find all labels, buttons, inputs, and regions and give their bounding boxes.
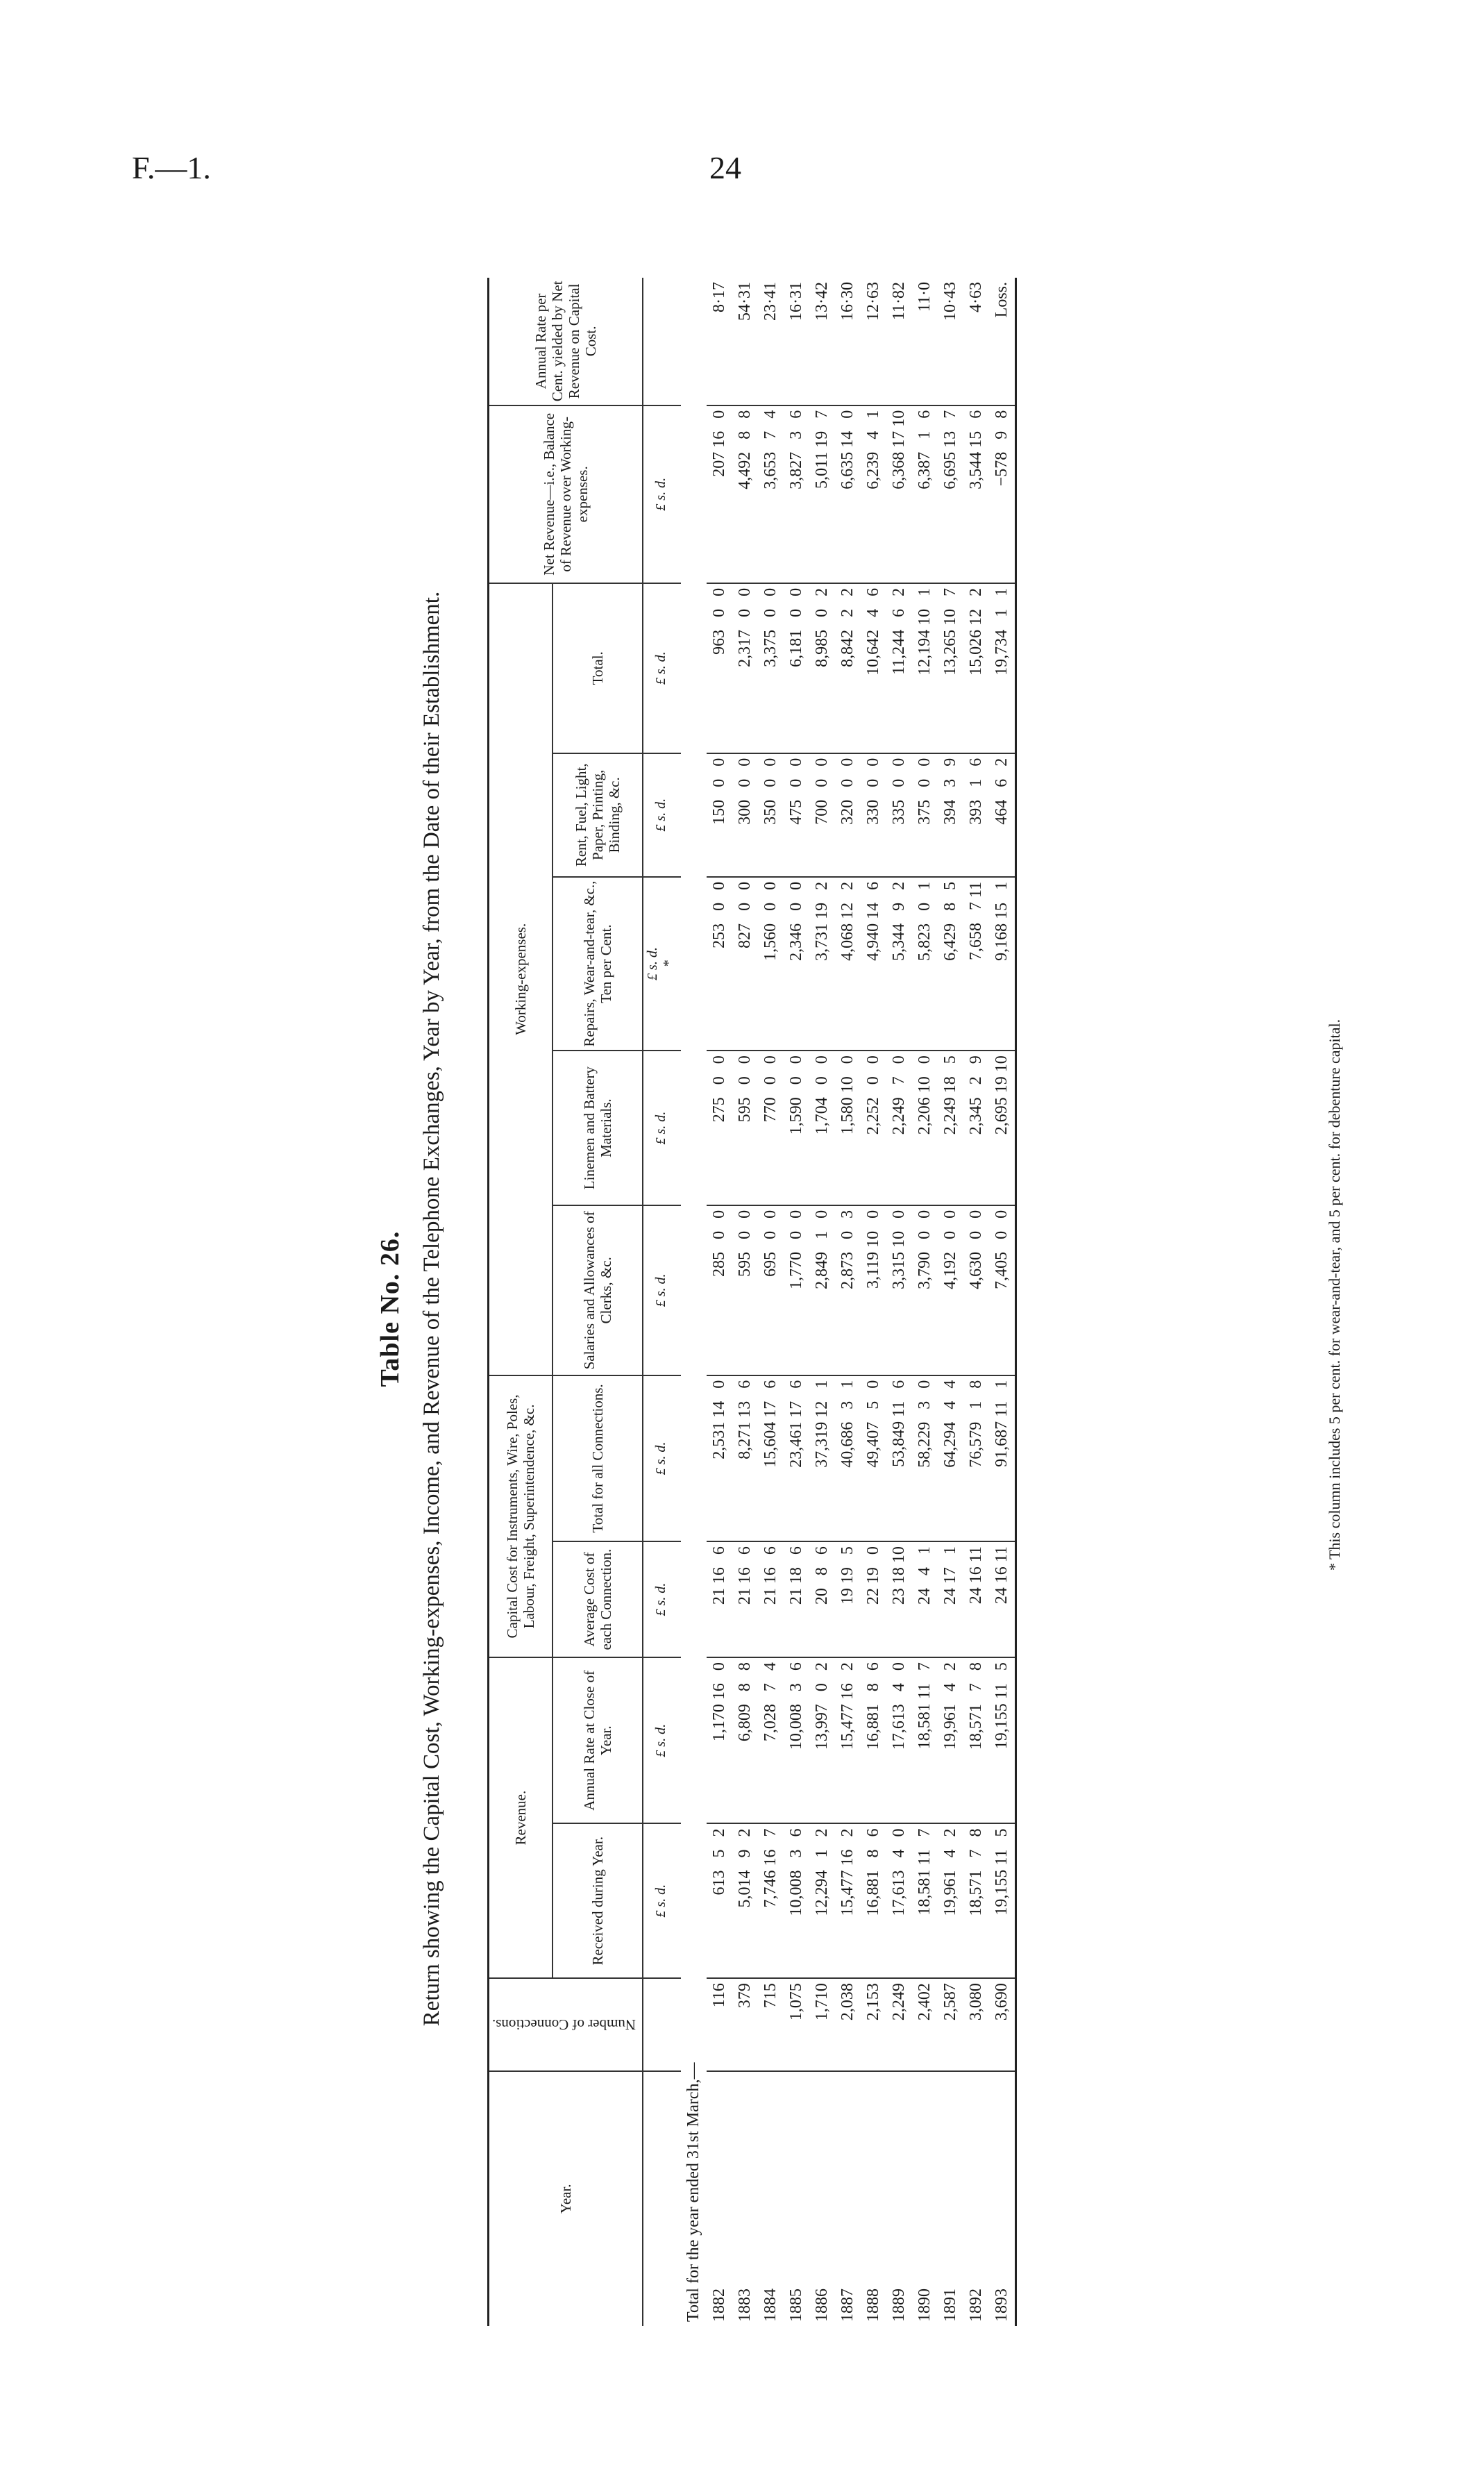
- table-row: [886, 278, 912, 2326]
- cell-rate: 10,008 3 6: [784, 1657, 809, 1823]
- cell-rec: 613 5 2: [707, 1823, 732, 1978]
- cell-total: 15,026 12 2: [963, 583, 989, 753]
- table-row: [707, 278, 732, 2326]
- cell-rec: 10,008 3 6: [784, 1823, 809, 1978]
- cell-net: 207 16 0: [707, 405, 732, 583]
- cell-tot: 91,687 11 1: [989, 1375, 1016, 1541]
- rent-header: Rent, Fuel, Light, Paper, Printing, Binding, &c.: [553, 753, 643, 877]
- cell-rent: 320 0 0: [835, 753, 861, 877]
- cell-net: 6,387 1 6: [912, 405, 938, 583]
- cell-rent: 350 0 0: [758, 753, 784, 877]
- average-cost-header: Average Cost of each Connection.: [553, 1541, 643, 1657]
- units-cell: [643, 2071, 681, 2326]
- cell-year: 1885: [787, 2289, 806, 2322]
- units-cell: £ s. d.: [643, 583, 681, 753]
- received-header: Received during Year.: [553, 1823, 643, 1978]
- cell-rec: 16,881 8 6: [861, 1823, 886, 1978]
- cell-pct: 13·42: [809, 278, 835, 405]
- annual-rate-header: Annual Rate at Close of Year.: [553, 1657, 643, 1823]
- cell-rate: 15,477 16 2: [835, 1657, 861, 1823]
- cell-conn: 3,690: [989, 1978, 1016, 2071]
- cell-rep: 827 0 0: [732, 877, 758, 1051]
- return-table: [487, 278, 1017, 2326]
- footnote: * This column includes 5 per cent. for wear-and-tear, and 5 per cent. for debenture capital.: [1326, 1019, 1343, 1571]
- cell-rec: 17,613 4 0: [886, 1823, 912, 1978]
- cell-tot: 53,849 11 6: [886, 1375, 912, 1541]
- cell-avg: 21 16 6: [732, 1541, 758, 1657]
- cell-net: 3,653 7 4: [758, 405, 784, 583]
- cell-conn: 1,710: [809, 1978, 835, 2071]
- cell-total: 19,734 1 1: [989, 583, 1016, 753]
- year-header: Year.: [489, 2071, 643, 2326]
- year-label: Total for the year ended 31st March,—: [684, 2062, 703, 2322]
- cell-avg: 24 16 11: [989, 1541, 1016, 1657]
- cell-lin: 1,590 0 0: [784, 1051, 809, 1205]
- cell-rep: 5,823 0 1: [912, 877, 938, 1051]
- cell-rec: 18,571 7 8: [963, 1823, 989, 1978]
- linemen-header: Linemen and Battery Materials.: [553, 1051, 643, 1205]
- cell-net: 6,695 13 7: [938, 405, 963, 583]
- cell-net: 3,827 3 6: [784, 405, 809, 583]
- cell-total: 12,194 10 1: [912, 583, 938, 753]
- cell-rent: 375 0 0: [912, 753, 938, 877]
- cell-conn: 379: [732, 1978, 758, 2071]
- cell-conn: 1,075: [784, 1978, 809, 2071]
- cell-rep: 3,731 19 2: [809, 877, 835, 1051]
- cell-rec: 19,961 4 2: [938, 1823, 963, 1978]
- cell-pct: 10·43: [938, 278, 963, 405]
- cell-lin: 2,252 0 0: [861, 1051, 886, 1205]
- cell-sal: 4,630 0 0: [963, 1205, 989, 1375]
- cell-conn: 2,249: [886, 1978, 912, 2071]
- cell-year: 1893: [989, 2071, 1016, 2326]
- cell-lin: 770 0 0: [758, 1051, 784, 1205]
- footnote-star: *: [661, 960, 677, 968]
- cell-rec: 7,746 16 7: [758, 1823, 784, 1978]
- cell-avg: 22 19 0: [861, 1541, 886, 1657]
- cell-conn: 3,080: [963, 1978, 989, 2071]
- cell-pct: Loss.: [989, 278, 1016, 405]
- cell-year: 1887: [838, 2289, 857, 2322]
- cell-rep: 253 0 0: [707, 877, 732, 1051]
- cell-tot: 64,294 4 4: [938, 1375, 963, 1541]
- cell-year: 1888: [864, 2289, 883, 2322]
- cell-lin: 2,345 2 9: [963, 1051, 989, 1205]
- cell-rep: 6,429 8 5: [938, 877, 963, 1051]
- cell-rec: 12,294 1 2: [809, 1823, 835, 1978]
- units-cell: [643, 278, 681, 405]
- cell-avg: 24 4 1: [912, 1541, 938, 1657]
- year-label-row: [681, 278, 707, 2326]
- cell-rent: 700 0 0: [809, 753, 835, 877]
- page-reference: F.—1.: [132, 150, 211, 185]
- cell-conn: 2,153: [861, 1978, 886, 2071]
- cell-tot: 76,579 1 8: [963, 1375, 989, 1541]
- cell-tot: 37,319 12 1: [809, 1375, 835, 1541]
- table-title: Table No. 26.: [376, 1230, 405, 1387]
- units-cell: £ s. d.: [643, 405, 681, 583]
- cell-lin: 275 0 0: [707, 1051, 732, 1205]
- cell-pct: 4·63: [963, 278, 989, 405]
- cell-tot: 40,686 3 1: [835, 1375, 861, 1541]
- cell-rep: 9,168 15 1: [989, 877, 1016, 1051]
- cell-pct: 11·0: [912, 278, 938, 405]
- units-text: £ s. d.: [645, 947, 661, 980]
- connections-header: [489, 1978, 643, 2071]
- cell-sal: 4,192 0 0: [938, 1205, 963, 1375]
- cell-net: 4,492 8 8: [732, 405, 758, 583]
- cell-rec: 5,014 9 2: [732, 1823, 758, 1978]
- cell-rep: 7,658 7 11: [963, 877, 989, 1051]
- cell-rent: 330 0 0: [861, 753, 886, 877]
- cell-pct: 54·31: [732, 278, 758, 405]
- cell-net: 6,635 14 0: [835, 405, 861, 583]
- cell-lin: 1,580 10 0: [835, 1051, 861, 1205]
- cell-pct: 12·63: [861, 278, 886, 405]
- table-row: [963, 278, 989, 2326]
- cell-rate: 1,170 16 0: [707, 1657, 732, 1823]
- table-row: [938, 278, 963, 2326]
- cell-rate: 18,571 7 8: [963, 1657, 989, 1823]
- cell-total: 963 0 0: [707, 583, 732, 753]
- cell-tot: 15,604 17 6: [758, 1375, 784, 1541]
- cell-total: 11,244 6 2: [886, 583, 912, 753]
- cell-rent: 394 3 9: [938, 753, 963, 877]
- cell-rate: 6,809 8 8: [732, 1657, 758, 1823]
- units-row: [643, 278, 681, 2326]
- cell-tot: 2,531 14 0: [707, 1375, 732, 1541]
- cell-rate: 7,028 7 4: [758, 1657, 784, 1823]
- cell-lin: 2,249 7 0: [886, 1051, 912, 1205]
- table-row: [835, 278, 861, 2326]
- return-table-wrapper: [487, 278, 1306, 2326]
- cell-net: −578 9 8: [989, 405, 1016, 583]
- units-cell: £ s. d.: [643, 1541, 681, 1657]
- repairs-header: Repairs, Wear-and-tear, &c., Ten per Cent.: [553, 877, 643, 1051]
- cell-rep: 4,068 12 2: [835, 877, 861, 1051]
- table-row: [732, 278, 758, 2326]
- cell-tot: 8,271 13 6: [732, 1375, 758, 1541]
- units-cell: £ s. d.: [643, 1205, 681, 1375]
- cell-avg: 23 18 10: [886, 1541, 912, 1657]
- cell-sal: 7,405 0 0: [989, 1205, 1016, 1375]
- units-cell: £ s. d.: [643, 1375, 681, 1541]
- cell-net: 6,368 17 10: [886, 405, 912, 583]
- table-row: [758, 278, 784, 2326]
- working-expenses-header: Working-expenses.: [489, 583, 553, 1375]
- cell-year: 1890: [916, 2289, 934, 2322]
- cell-net: 3,544 15 6: [963, 405, 989, 583]
- cell-sal: 595 0 0: [732, 1205, 758, 1375]
- cell-rent: 300 0 0: [732, 753, 758, 877]
- cell-rent: 464 6 2: [989, 753, 1016, 877]
- table-row: [861, 278, 886, 2326]
- table-row: [784, 278, 809, 2326]
- cell-lin: 2,206 10 0: [912, 1051, 938, 1205]
- cell-pct: 23·41: [758, 278, 784, 405]
- units-cell: £ s. d.: [643, 753, 681, 877]
- cell-rec: 19,155 11 5: [989, 1823, 1016, 1978]
- table-row: [912, 278, 938, 2326]
- cell-avg: 21 16 6: [758, 1541, 784, 1657]
- cell-year: 1891: [941, 2289, 960, 2322]
- cell-tot: 58,229 3 0: [912, 1375, 938, 1541]
- table-subtitle: Return showing the Capital Cost, Working-expenses, Income, and Revenue of the Telephone Exchanges, Year by Year, from the Date of their Establishment.: [419, 591, 444, 2027]
- cell-rep: 2,346 0 0: [784, 877, 809, 1051]
- cell-tot: 49,407 5 0: [861, 1375, 886, 1541]
- cell-net: 5,011 19 7: [809, 405, 835, 583]
- cell-conn: 2,587: [938, 1978, 963, 2071]
- cell-rent: 475 0 0: [784, 753, 809, 877]
- cell-total: 3,375 0 0: [758, 583, 784, 753]
- units-cell: [643, 1978, 681, 2071]
- units-cell: £ s. d.: [643, 1823, 681, 1978]
- cell-conn: 116: [707, 1978, 732, 2071]
- cell-sal: 3,315 10 0: [886, 1205, 912, 1375]
- cell-avg: 19 19 5: [835, 1541, 861, 1657]
- salaries-header: Salaries and Allowances of Clerks, &c.: [553, 1205, 643, 1375]
- cell-rate: 18,581 11 7: [912, 1657, 938, 1823]
- net-revenue-header: Net Revenue—i.e., Balance of Revenue over Working-expenses.: [489, 405, 643, 583]
- cell-total: 8,842 2 2: [835, 583, 861, 753]
- cell-sal: 3,790 0 0: [912, 1205, 938, 1375]
- cell-rep: 4,940 14 6: [861, 877, 886, 1051]
- units-cell: £ s. d.: [643, 1051, 681, 1205]
- cell-sal: 2,849 1 0: [809, 1205, 835, 1375]
- cell-rep: 1,560 0 0: [758, 877, 784, 1051]
- cell-lin: 2,249 18 5: [938, 1051, 963, 1205]
- capital-cost-header: Capital Cost for Instruments, Wire, Poles, Labour, Freight, Superintendence, &c.: [489, 1375, 553, 1657]
- cell-sal: 1,770 0 0: [784, 1205, 809, 1375]
- cell-rate: 19,155 11 5: [989, 1657, 1016, 1823]
- cell-total: 6,181 0 0: [784, 583, 809, 753]
- table-row: [809, 278, 835, 2326]
- cell-rec: 15,477 16 2: [835, 1823, 861, 1978]
- table-row: [989, 278, 1016, 2326]
- cell-year: 1889: [890, 2289, 909, 2322]
- cell-pct: 16·30: [835, 278, 861, 405]
- cell-pct: 16·31: [784, 278, 809, 405]
- cell-year: 1892: [967, 2289, 986, 2322]
- cell-rent: 393 1 6: [963, 753, 989, 877]
- cell-sal: 2,873 0 3: [835, 1205, 861, 1375]
- cell-pct: 8·17: [707, 278, 732, 405]
- total-connections-header: Total for all Connections.: [553, 1375, 643, 1541]
- cell-total: 8,985 0 2: [809, 583, 835, 753]
- cell-year: 1884: [761, 2289, 780, 2322]
- cell-sal: 3,119 10 0: [861, 1205, 886, 1375]
- cell-year: 1882: [710, 2289, 729, 2322]
- cell-avg: 21 18 6: [784, 1541, 809, 1657]
- cell-avg: 20 8 6: [809, 1541, 835, 1657]
- cell-avg: 21 16 6: [707, 1541, 732, 1657]
- cell-avg: 24 16 11: [963, 1541, 989, 1657]
- cell-conn: 2,038: [835, 1978, 861, 2071]
- cell-rate: 13,997 0 2: [809, 1657, 835, 1823]
- cell-total: 10,642 4 6: [861, 583, 886, 753]
- cell-rate: 16,881 8 6: [861, 1657, 886, 1823]
- rotated-table-block: [375, 229, 1360, 2361]
- cell-year: 1883: [736, 2289, 754, 2322]
- cell-rate: 19,961 4 2: [938, 1657, 963, 1823]
- cell-tot: 23,461 17 6: [784, 1375, 809, 1541]
- cell-lin: 2,695 19 10: [989, 1051, 1016, 1205]
- total-header: Total.: [553, 583, 643, 753]
- cell-rent: 335 0 0: [886, 753, 912, 877]
- cell-year: 1886: [813, 2289, 832, 2322]
- page-number: 24: [709, 150, 741, 185]
- connections-header-text: Number of Connections.: [492, 2016, 636, 2033]
- cell-total: 2,317 0 0: [732, 583, 758, 753]
- annual-rate-pct-header: Annual Rate per Cent. yielded by Net Revenue on Capital Cost.: [489, 278, 643, 405]
- cell-avg: 24 17 1: [938, 1541, 963, 1657]
- cell-net: 6,239 4 1: [861, 405, 886, 583]
- units-cell: £ s. d.: [643, 1657, 681, 1823]
- cell-rate: 17,613 4 0: [886, 1657, 912, 1823]
- cell-total: 13,265 10 7: [938, 583, 963, 753]
- cell-pct: 11·82: [886, 278, 912, 405]
- cell-rent: 150 0 0: [707, 753, 732, 877]
- cell-rep: 5,344 9 2: [886, 877, 912, 1051]
- cell-conn: 715: [758, 1978, 784, 2071]
- cell-rec: 18,581 11 7: [912, 1823, 938, 1978]
- cell-sal: 285 0 0: [707, 1205, 732, 1375]
- cell-sal: 695 0 0: [758, 1205, 784, 1375]
- revenue-header: Revenue.: [489, 1657, 553, 1978]
- table-body: [643, 278, 1016, 2326]
- cell-conn: 2,402: [912, 1978, 938, 2071]
- units-cell: [643, 877, 681, 1051]
- cell-lin: 595 0 0: [732, 1051, 758, 1205]
- cell-lin: 1,704 0 0: [809, 1051, 835, 1205]
